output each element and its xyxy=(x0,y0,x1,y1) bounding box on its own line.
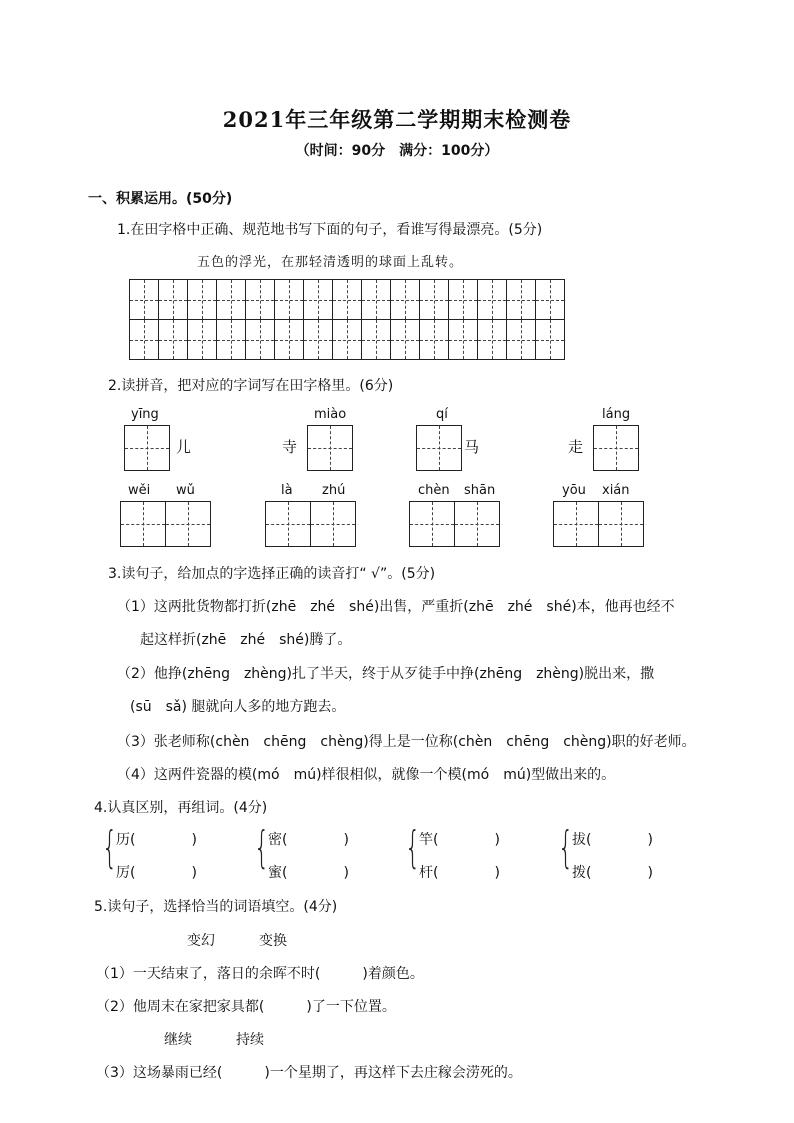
word-blank[interactable]: 厉( ) xyxy=(116,865,197,881)
brace-icon: { xyxy=(405,822,421,873)
word-choice: 变换 xyxy=(259,933,287,949)
answer-box-pair xyxy=(121,501,211,547)
given-character: 儿 xyxy=(176,438,192,456)
writing-grid-row xyxy=(130,320,565,360)
grid-cell[interactable] xyxy=(332,279,362,320)
given-character: 马 xyxy=(464,438,480,456)
grid-cell[interactable] xyxy=(448,279,478,320)
grid-cell[interactable] xyxy=(361,279,391,320)
pinyin-label: zhú xyxy=(322,483,346,498)
question-4-prompt: 4.认真区别，再组词。(4分) xyxy=(94,800,268,816)
question-3-line: （2）他挣(zhēng zhèng)扎了半天，终于从歹徒手中挣(zhēng zhèng)脱出来，撒 xyxy=(117,666,655,682)
answer-box[interactable] xyxy=(593,425,639,471)
page-subtitle: （时间：90分 满分：100分） xyxy=(295,143,499,159)
answer-box-pair xyxy=(410,501,500,547)
grid-cell[interactable] xyxy=(216,319,246,360)
question-3-prompt: 3.读句子，给加点的字选择正确的读音打“ √”。(5分) xyxy=(108,566,436,582)
answer-box[interactable] xyxy=(553,501,599,547)
pinyin-label: wǔ xyxy=(176,483,195,498)
question-3-line: (sū sǎ) 腿就向人多的地方跑去。 xyxy=(130,699,346,715)
word-blank[interactable]: 竿( ) xyxy=(419,832,500,848)
grid-cell[interactable] xyxy=(303,319,333,360)
question-3-line: 起这样折(zhē zhé shé)腾了。 xyxy=(140,632,352,648)
answer-box[interactable] xyxy=(124,425,170,471)
given-character: 寺 xyxy=(282,438,298,456)
word-blank[interactable]: 拨( ) xyxy=(572,865,653,881)
word-blank[interactable]: 杆( ) xyxy=(419,865,500,881)
grid-cell[interactable] xyxy=(535,319,565,360)
given-character: 走 xyxy=(568,438,584,456)
question-1-prompt: 1.在田字格中正确、规范地书写下面的句子，看谁写得最漂亮。(5分) xyxy=(117,222,543,238)
pinyin-label: shān xyxy=(464,483,496,498)
answer-box-pair xyxy=(554,501,644,547)
writing-grid-row xyxy=(130,280,565,320)
question-3-line: （1）这两批货物都打折(zhē zhé shé)出售，严重折(zhē zhé shé)本，他再也经不 xyxy=(117,599,675,615)
grid-cell[interactable] xyxy=(245,279,275,320)
question-5-line: （3）这场暴雨已经( )一个星期了，再这样下去庄稼会涝死的。 xyxy=(96,1065,522,1081)
section-heading: 一、积累运用。(50分) xyxy=(88,191,233,207)
grid-cell[interactable] xyxy=(477,279,507,320)
answer-box[interactable] xyxy=(416,425,462,471)
pinyin-label: chèn xyxy=(418,483,450,498)
grid-cell[interactable] xyxy=(506,279,536,320)
writing-grid[interactable] xyxy=(130,280,565,360)
grid-cell[interactable] xyxy=(245,319,275,360)
answer-box[interactable] xyxy=(165,501,211,547)
grid-cell[interactable] xyxy=(216,279,246,320)
grid-cell[interactable] xyxy=(448,319,478,360)
grid-cell[interactable] xyxy=(274,279,304,320)
word-choice: 持续 xyxy=(236,1032,264,1048)
brace-icon: { xyxy=(254,822,270,873)
pinyin-label: wěi xyxy=(128,483,151,498)
grid-cell[interactable] xyxy=(129,279,159,320)
grid-cell[interactable] xyxy=(187,279,217,320)
word-blank[interactable]: 历( ) xyxy=(116,832,197,848)
grid-cell[interactable] xyxy=(274,319,304,360)
question-5-line: （1）一天结束了，落日的余晖不时( )着颜色。 xyxy=(96,966,424,982)
answer-box[interactable] xyxy=(120,501,166,547)
question-1-sentence: 五色的浮光，在那轻清透明的球面上乱转。 xyxy=(197,255,464,270)
question-3-line: （4）这两件瓷器的模(mó mú)样很相似，就像一个模(mó mú)型做出来的。 xyxy=(117,767,616,783)
question-5-prompt: 5.读句子，选择恰当的词语填空。(4分) xyxy=(94,899,338,915)
brace-icon: { xyxy=(102,822,118,873)
page-title: 2021年三年级第二学期期末检测卷 xyxy=(222,107,572,132)
question-3-line: （3）张老师称(chèn chēng chèng)得上是一位称(chèn chēng chèng)职的好老师。 xyxy=(117,734,696,750)
answer-box[interactable] xyxy=(454,501,500,547)
grid-cell[interactable] xyxy=(187,319,217,360)
answer-box[interactable] xyxy=(310,501,356,547)
brace-icon: { xyxy=(558,822,574,873)
grid-cell[interactable] xyxy=(332,319,362,360)
pinyin-label: là xyxy=(281,483,293,498)
pinyin-label: miào xyxy=(314,407,347,422)
grid-cell[interactable] xyxy=(361,319,391,360)
grid-cell[interactable] xyxy=(477,319,507,360)
word-choice: 继续 xyxy=(164,1032,192,1048)
pinyin-label: xián xyxy=(602,483,630,498)
word-blank[interactable]: 拔( ) xyxy=(572,832,653,848)
grid-cell[interactable] xyxy=(535,279,565,320)
question-5-line: （2）他周末在家把家具都( )了一下位置。 xyxy=(96,999,396,1015)
pinyin-label: yīng xyxy=(131,407,159,422)
word-blank[interactable]: 蜜( ) xyxy=(268,865,349,881)
answer-box[interactable] xyxy=(307,425,353,471)
answer-box[interactable] xyxy=(265,501,311,547)
pinyin-label: yōu xyxy=(562,483,586,498)
grid-cell[interactable] xyxy=(390,279,420,320)
pinyin-label: láng xyxy=(602,407,631,422)
grid-cell[interactable] xyxy=(506,319,536,360)
grid-cell[interactable] xyxy=(158,279,188,320)
answer-box-pair xyxy=(266,501,356,547)
word-choice: 变幻 xyxy=(187,933,215,949)
question-2-prompt: 2.读拼音，把对应的字词写在田字格里。(6分) xyxy=(108,378,394,394)
answer-box[interactable] xyxy=(409,501,455,547)
grid-cell[interactable] xyxy=(419,319,449,360)
grid-cell[interactable] xyxy=(303,279,333,320)
pinyin-label: qí xyxy=(436,407,448,422)
grid-cell[interactable] xyxy=(158,319,188,360)
grid-cell[interactable] xyxy=(390,319,420,360)
word-blank[interactable]: 密( ) xyxy=(268,832,349,848)
answer-box[interactable] xyxy=(598,501,644,547)
grid-cell[interactable] xyxy=(419,279,449,320)
grid-cell[interactable] xyxy=(129,319,159,360)
